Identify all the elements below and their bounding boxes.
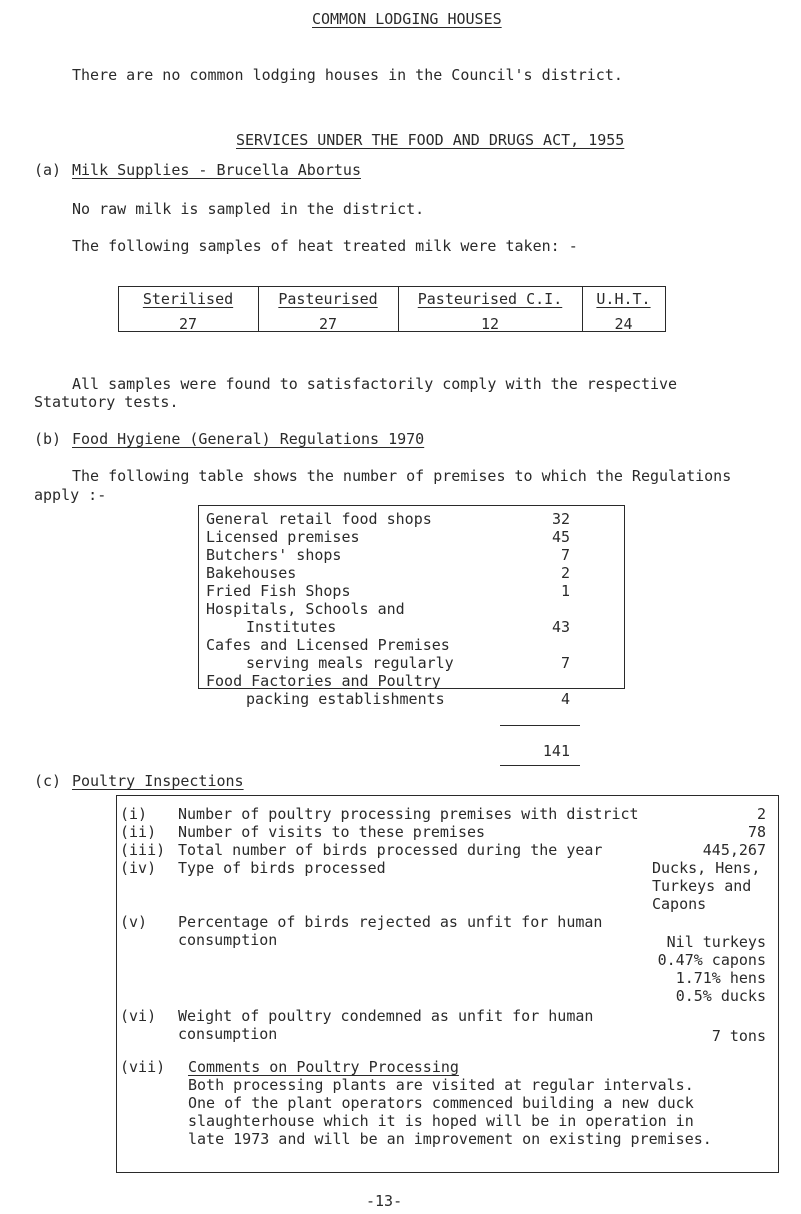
poultry-value-i: 2 bbox=[756, 805, 766, 823]
poultry-text-iv: Type of birds processed bbox=[178, 859, 386, 877]
premises-label-5-cont: Institutes bbox=[246, 618, 337, 636]
premises-label-1: Licensed premises bbox=[206, 528, 360, 546]
poultry-value-iv-line2: Turkeys and bbox=[652, 877, 752, 895]
intro-text: There are no common lodging houses in the Council's district. bbox=[72, 66, 623, 84]
poultry-text-v-line1: Percentage of birds rejected as unfit for human bbox=[178, 913, 603, 931]
poultry-text-ii: Number of visits to these premises bbox=[178, 823, 486, 841]
poultry-text-iii: Total number of birds processed during the year bbox=[178, 841, 603, 859]
poultry-num-vii: (vii) bbox=[120, 1058, 166, 1076]
total-rule-bottom bbox=[500, 765, 580, 766]
premises-value-2: 7 bbox=[560, 546, 570, 564]
premises-value-4: 1 bbox=[560, 582, 570, 600]
page-title: COMMON LODGING HOUSES bbox=[312, 10, 502, 28]
premises-total: 141 bbox=[542, 742, 570, 760]
premises-label-6-cont: serving meals regularly bbox=[246, 654, 454, 672]
services-heading: SERVICES UNDER THE FOOD AND DRUGS ACT, 1955 bbox=[236, 131, 625, 149]
poultry-comment-line2: One of the plant operators commenced building a new duck bbox=[188, 1094, 694, 1112]
poultry-value-iv-line3: Capons bbox=[652, 895, 707, 913]
section-b-heading: Food Hygiene (General) Regulations 1970 bbox=[72, 430, 425, 448]
premises-value-5: 43 bbox=[551, 618, 570, 636]
poultry-value-iv-line1: Ducks, Hens, bbox=[652, 859, 761, 877]
milk-header-pasteurised: Pasteurised bbox=[278, 290, 378, 308]
milk-header-uht: U.H.T. bbox=[596, 290, 651, 308]
poultry-num-v: (v) bbox=[120, 913, 148, 931]
section-a-after2: Statutory tests. bbox=[34, 393, 179, 411]
milk-header-sterilised: Sterilised bbox=[142, 290, 234, 308]
premises-label-5: Hospitals, Schools and bbox=[206, 600, 405, 618]
milk-value-pasteurised-ci: 12 bbox=[480, 315, 500, 333]
premises-value-1: 45 bbox=[551, 528, 570, 546]
section-b-label: (b) bbox=[34, 430, 62, 448]
premises-label-7: Food Factories and Poultry bbox=[206, 672, 441, 690]
poultry-text-i: Number of poultry processing premises with district bbox=[178, 805, 639, 823]
poultry-value-ii: 78 bbox=[747, 823, 766, 841]
premises-label-6: Cafes and Licensed Premises bbox=[206, 636, 450, 654]
milk-header-pasteurised-ci: Pasteurised C.I. bbox=[417, 290, 563, 308]
poultry-num-i: (i) bbox=[120, 805, 148, 823]
premises-label-2: Butchers' shops bbox=[206, 546, 342, 564]
milk-value-uht: 24 bbox=[614, 315, 633, 333]
premises-value-7: 4 bbox=[560, 690, 570, 708]
section-a-label: (a) bbox=[34, 161, 62, 179]
page-number: -13- bbox=[366, 1192, 403, 1210]
section-a-line1: No raw milk is sampled in the district. bbox=[72, 200, 425, 218]
poultry-text-vi-line1: Weight of poultry condemned as unfit for human bbox=[178, 1007, 594, 1025]
poultry-num-iv: (iv) bbox=[120, 859, 157, 877]
premises-label-7-cont: packing establishments bbox=[246, 690, 445, 708]
section-c-label: (c) bbox=[34, 772, 62, 790]
section-a-heading: Milk Supplies - Brucella Abortus bbox=[72, 161, 361, 179]
poultry-comment-line3: slaughterhouse which it is hoped will be in operation in bbox=[188, 1112, 694, 1130]
poultry-num-vi: (vi) bbox=[120, 1007, 157, 1025]
poultry-comments-heading: Comments on Poultry Processing bbox=[188, 1058, 459, 1076]
poultry-value-vi: 7 tons bbox=[711, 1027, 766, 1045]
section-a-after1: All samples were found to satisfactorily comply with the respective bbox=[72, 375, 678, 393]
premises-value-0: 32 bbox=[551, 510, 570, 528]
poultry-num-iii: (iii) bbox=[120, 841, 166, 859]
poultry-text-v-line2: consumption bbox=[178, 931, 278, 949]
poultry-comment-line4: late 1973 and will be an improvement on existing premises. bbox=[188, 1130, 712, 1148]
premises-value-3: 2 bbox=[560, 564, 570, 582]
section-a-line2: The following samples of heat treated milk were taken: - bbox=[72, 237, 578, 255]
milk-value-sterilised: 27 bbox=[178, 315, 198, 333]
milk-value-pasteurised: 27 bbox=[318, 315, 338, 333]
poultry-value-v-line3: 1.71% hens bbox=[675, 969, 766, 987]
premises-label-4: Fried Fish Shops bbox=[206, 582, 351, 600]
section-b-intro1: The following table shows the number of premises to which the Regulations bbox=[72, 467, 732, 485]
total-rule-top bbox=[500, 725, 580, 726]
poultry-value-v-line1: Nil turkeys bbox=[666, 933, 766, 951]
premises-label-3: Bakehouses bbox=[206, 564, 297, 582]
poultry-value-iii: 445,267 bbox=[702, 841, 766, 859]
poultry-value-v-line2: 0.47% capons bbox=[657, 951, 766, 969]
poultry-text-vi-line2: consumption bbox=[178, 1025, 278, 1043]
poultry-comment-line1: Both processing plants are visited at regular intervals. bbox=[188, 1076, 694, 1094]
poultry-num-ii: (ii) bbox=[120, 823, 157, 841]
section-c-heading: Poultry Inspections bbox=[72, 772, 244, 790]
section-b-intro2: apply :- bbox=[34, 486, 107, 504]
poultry-value-v-line4: 0.5% ducks bbox=[675, 987, 766, 1005]
premises-value-6: 7 bbox=[560, 654, 570, 672]
premises-label-0: General retail food shops bbox=[206, 510, 432, 528]
